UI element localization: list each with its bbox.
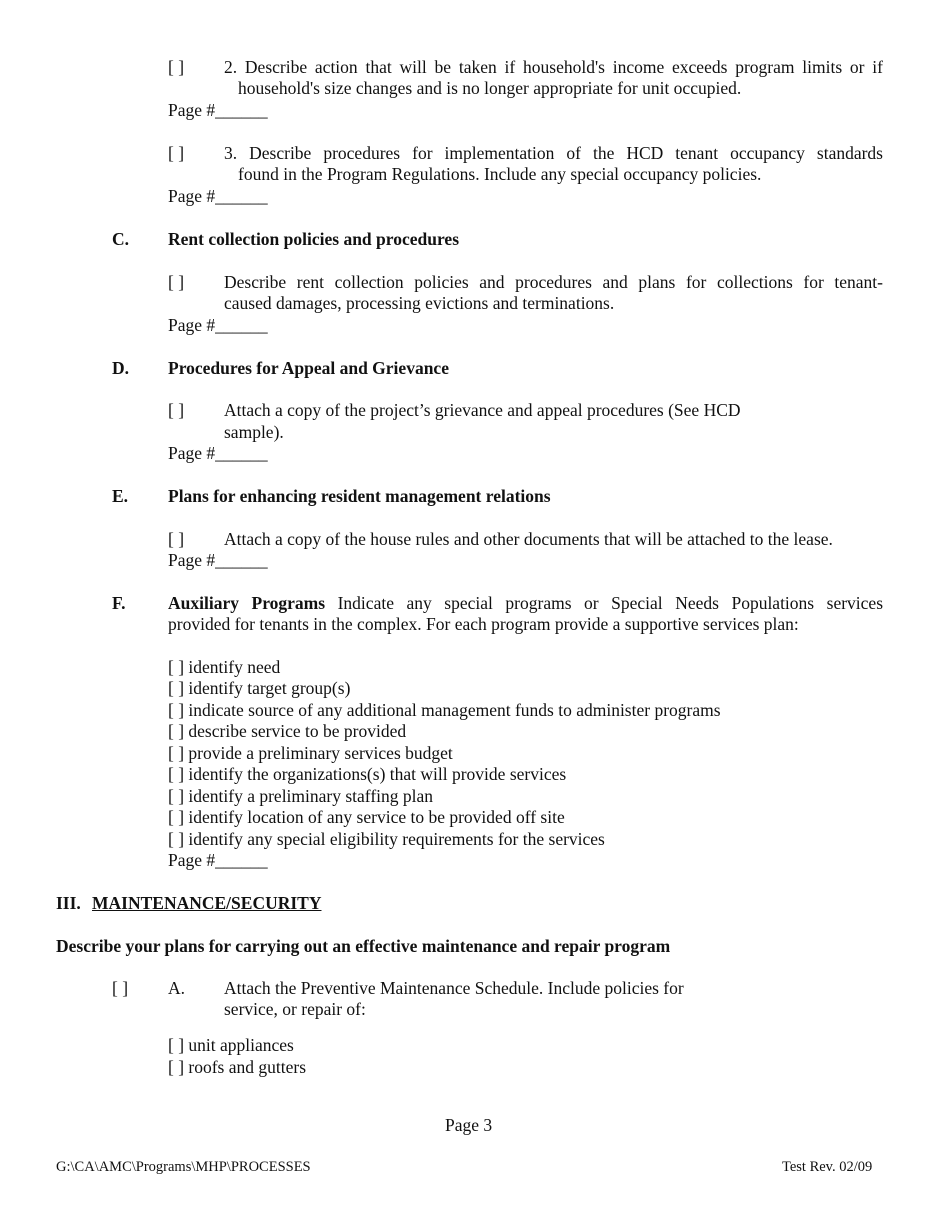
item3-page-field: Page #______ [168, 186, 268, 206]
section3-intro: Describe your plans for carrying out an effective maintenance and repair program [56, 936, 671, 956]
section-f-page-field: Page #______ [168, 850, 268, 870]
sublist-item: [ ] roofs and gutters [168, 1057, 307, 1077]
section-f-intro-text: Indicate any special programs or Special Needs Populations services [337, 593, 884, 613]
section-e-text: Attach a copy of the house rules and other documents that will be attached to the lease. [224, 529, 833, 549]
checklist-item: [ ] indicate source of any additional management funds to administer programs [168, 700, 721, 720]
section-c-text-line1: Describe rent collection policies and procedures and plans for collections for tenant- [224, 272, 883, 292]
checklist-item: [ ] identify target group(s) [168, 678, 351, 698]
sublist-item: [ ] unit appliances [168, 1035, 294, 1055]
section-e-heading: Plans for enhancing resident management relations [168, 486, 551, 506]
section-d-page-field: Page #______ [168, 443, 268, 463]
footer-revision: Test Rev. 02/09 [782, 1159, 873, 1175]
section-f-heading: Auxiliary Programs [168, 593, 326, 613]
checklist-item: [ ] identify a preliminary staffing plan [168, 786, 434, 806]
checklist-item: [ ] provide a preliminary services budget [168, 743, 453, 763]
section-c-letter: C. [112, 229, 130, 249]
section-c-heading: Rent collection policies and procedures [168, 229, 460, 249]
section-c-checkbox: [ ] [168, 272, 185, 292]
section-d-text-line1: Attach a copy of the project’s grievance and appeal procedures (See HCD [224, 400, 741, 420]
section-c-text-line2: caused damages, processing evictions and terminations. [224, 293, 615, 313]
item2-checkbox: [ ] [168, 57, 185, 77]
checklist-item: [ ] identify location of any service to be provided off site [168, 807, 565, 827]
item2-text-line1: 2. Describe action that will be taken if household's income exceeds program limits or if [224, 57, 883, 77]
section3-a-text-line2: service, or repair of: [224, 999, 366, 1019]
item3-text-line1: 3. Describe procedures for implementation of the HCD tenant occupancy standards [224, 143, 883, 163]
section-f-letter: F. [112, 593, 126, 613]
item3-checkbox: [ ] [168, 143, 185, 163]
checklist-item: [ ] describe service to be provided [168, 721, 407, 741]
section-e-checkbox: [ ] [168, 529, 185, 549]
footer-path: G:\CA\AMC\Programs\MHP\PROCESSES [56, 1159, 311, 1175]
checklist-item: [ ] identify any special eligibility requirements for the services [168, 829, 605, 849]
checklist-item: [ ] identify the organizations(s) that will provide services [168, 764, 567, 784]
item2-text-line2: household's size changes and is no longer appropriate for unit occupied. [238, 78, 742, 98]
section-e-page-field: Page #______ [168, 550, 268, 570]
item2-page-field: Page #______ [168, 100, 268, 120]
section3-a-checkbox: [ ] [112, 978, 129, 998]
item3-text-line2: found in the Program Regulations. Include any special occupancy policies. [238, 164, 762, 184]
section-d-heading: Procedures for Appeal and Grievance [168, 358, 449, 378]
section3-a-letter: A. [168, 978, 186, 998]
section-d-checkbox: [ ] [168, 400, 185, 420]
checklist-item: [ ] identify need [168, 657, 281, 677]
section-d-letter: D. [112, 358, 130, 378]
section-d-text-line2: sample). [224, 422, 284, 442]
page-number: Page 3 [445, 1115, 493, 1135]
section-e-letter: E. [112, 486, 129, 506]
section3-title: MAINTENANCE/SECURITY [92, 893, 322, 913]
section-f-paragraph-line2: provided for tenants in the complex. For each program provide a supportive services plan: [168, 614, 799, 634]
section-f-paragraph-line1 [168, 593, 883, 614]
section3-a-text-line1: Attach the Preventive Maintenance Schedule. Include policies for [224, 978, 684, 998]
section3-number: III. [56, 893, 81, 913]
section-c-page-field: Page #______ [168, 315, 268, 335]
